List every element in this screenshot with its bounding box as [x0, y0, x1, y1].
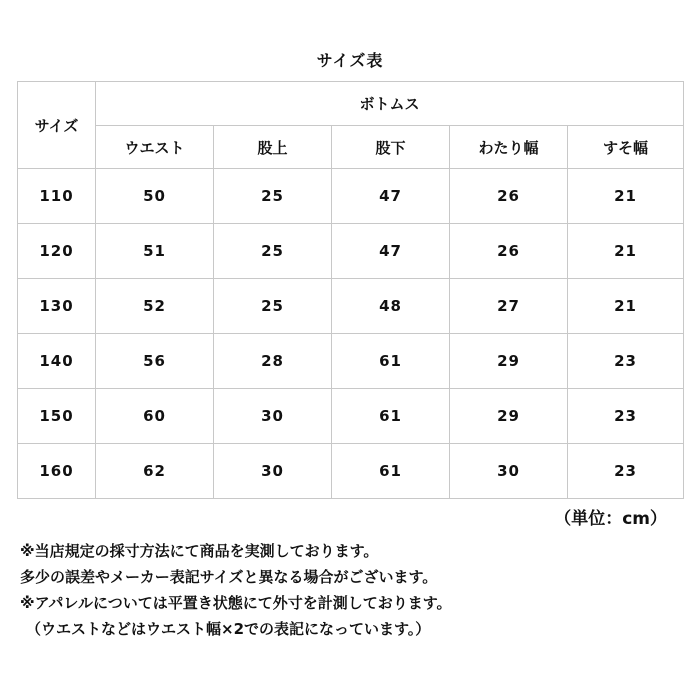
rise-cell: 30: [214, 389, 332, 444]
header-row-top: [18, 82, 684, 126]
thigh-width-cell: 26: [450, 169, 568, 224]
rise-cell: 25: [214, 279, 332, 334]
size-cell: 130: [18, 279, 96, 334]
hem-width-cell: 21: [568, 169, 684, 224]
header-row-columns: [18, 126, 684, 169]
waist-cell: 60: [96, 389, 214, 444]
waist-cell: 62: [96, 444, 214, 499]
group-header-bottoms: ボトムス: [96, 82, 684, 126]
table-row: [18, 224, 684, 279]
hem-width-cell: 23: [568, 389, 684, 444]
hem-width-cell: 23: [568, 444, 684, 499]
unit-label: （単位：cm）: [554, 509, 667, 529]
note-size-difference: 多少の誤差やメーカー表記サイズと異なる場合がございます。: [20, 568, 438, 586]
column-header-hem-width: すそ幅: [568, 126, 684, 169]
rise-cell: 30: [214, 444, 332, 499]
note-measurement-method: ※当店規定の採寸方法にて商品を実測しております。: [20, 542, 379, 560]
table-title: サイズ表: [316, 51, 384, 70]
rise-cell: 25: [214, 224, 332, 279]
table-row: [18, 444, 684, 499]
thigh-width-cell: 27: [450, 279, 568, 334]
rise-cell: 25: [214, 169, 332, 224]
column-header-inseam: 股下: [332, 126, 450, 169]
hem-width-cell: 21: [568, 279, 684, 334]
size-cell: 160: [18, 444, 96, 499]
notes-block: [20, 538, 690, 642]
inseam-cell: 61: [332, 444, 450, 499]
size-column-header: サイズ: [18, 82, 96, 169]
rise-cell: 28: [214, 334, 332, 389]
note-waist-width: （ウエストなどはウエスト幅×2での表記になっています。）: [26, 620, 431, 638]
column-header-rise: 股上: [214, 126, 332, 169]
size-cell: 140: [18, 334, 96, 389]
thigh-width-cell: 29: [450, 389, 568, 444]
inseam-cell: 47: [332, 224, 450, 279]
hem-width-cell: 23: [568, 334, 684, 389]
table-row: [18, 389, 684, 444]
inseam-cell: 61: [332, 334, 450, 389]
size-cell: 110: [18, 169, 96, 224]
table-row: [18, 334, 684, 389]
inseam-cell: 48: [332, 279, 450, 334]
hem-width-cell: 21: [568, 224, 684, 279]
inseam-cell: 61: [332, 389, 450, 444]
column-header-thigh-width: わたり幅: [450, 126, 568, 169]
inseam-cell: 47: [332, 169, 450, 224]
column-header-waist: ウエスト: [96, 126, 214, 169]
waist-cell: 56: [96, 334, 214, 389]
thigh-width-cell: 26: [450, 224, 568, 279]
thigh-width-cell: 29: [450, 334, 568, 389]
thigh-width-cell: 30: [450, 444, 568, 499]
size-table: [17, 81, 684, 499]
waist-cell: 52: [96, 279, 214, 334]
table-row: [18, 169, 684, 224]
waist-cell: 51: [96, 224, 214, 279]
waist-cell: 50: [96, 169, 214, 224]
note-flat-measurement: ※アパレルについては平置き状態にて外寸を計測しております。: [20, 594, 452, 612]
table-row: [18, 279, 684, 334]
size-cell: 120: [18, 224, 96, 279]
size-cell: 150: [18, 389, 96, 444]
